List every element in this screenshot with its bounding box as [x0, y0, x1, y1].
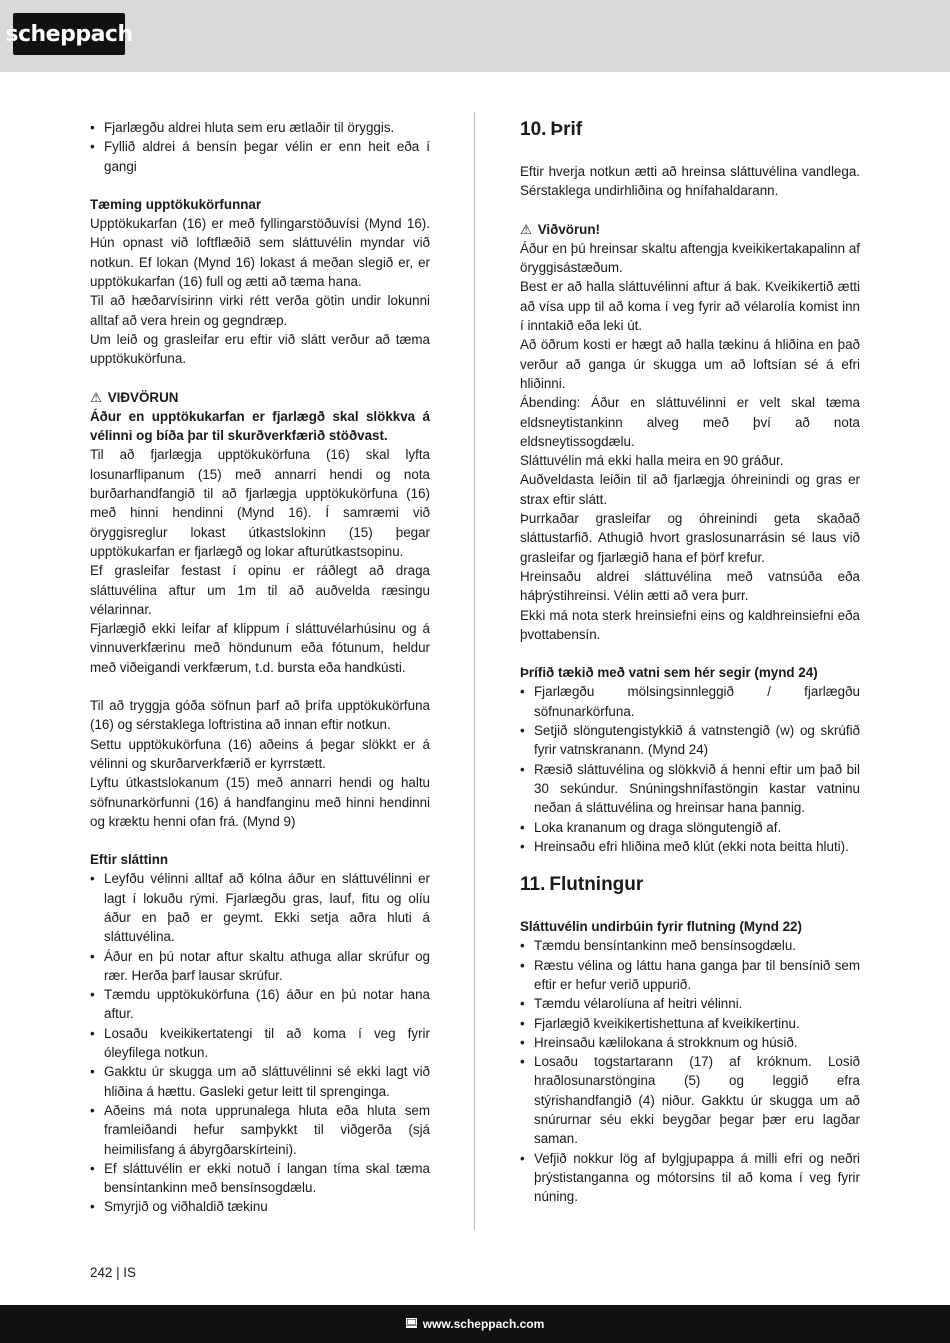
scheppach-logo: scheppach	[13, 13, 125, 55]
list-item: • Fyllið aldrei á bensín þegar vélin er enn heit eða í gangi	[90, 137, 430, 176]
list-item: • Losaðu kveikikertatengi til að koma í veg fyrir óleyfilega notkun.	[90, 1024, 430, 1063]
list-item: • Tæmdu upptökukörfuna (16) áður en þú notar hana aftur.	[90, 985, 430, 1024]
list-item: • Setjið slöngutengistykkið á vatnstengið (w) og skrúfið fyrir vatnskranann. (Mynd 24)	[520, 721, 860, 760]
warning-title: Viðvörun!	[537, 221, 600, 237]
warning-icon: ⚠	[520, 221, 533, 237]
section-10-heading	[520, 118, 860, 142]
transport-list	[520, 936, 860, 1206]
list-item: • Losaðu togstartarann (17) af króknum. Losið hraðlosunarstöngina (5) og leggið efra stýrishandfangið (4) niður. Gakktu úr skugga um að snúrurnar séu ekki beygðar þegar þær eru lagðar saman.	[520, 1052, 860, 1148]
paragraph: Hreinsaðu aldrei sláttuvélina með vatnsúða eða háþrýstihreinsi. Vélin ætti að vera þurr.	[520, 568, 860, 604]
page-header	[0, 0, 950, 72]
left-column	[90, 118, 430, 1217]
paragraph: Auðveldasta leiðin til að fjarlægja óhreinindi og gras er strax eftir slátt.	[520, 472, 860, 507]
paragraph: Ábending: Áður en sláttuvélinni er velt skal tæma eldsneytistankinn alveg með því að nota eldsneytissogdælu.	[520, 395, 860, 449]
page-footer	[0, 1305, 950, 1343]
paragraph: Eftir hverja notkun ætti að hreinsa sláttuvélina vandlega. Sérstaklega undirhliðina og hnífahaldarann.	[520, 164, 860, 199]
list-item: • Fjarlægðu aldrei hluta sem eru ætlaðir til öryggis.	[90, 118, 430, 137]
list-item: • Smyrjið og viðhaldið tækinu	[90, 1197, 430, 1216]
water-cleaning-list	[520, 682, 860, 856]
list-item: • Fjarlægið kveikikertishettuna af kveikikertinu.	[520, 1014, 860, 1033]
page-separator: |	[116, 1265, 120, 1280]
page-language: IS	[123, 1265, 136, 1280]
section-title: Flutningur	[549, 874, 644, 896]
paragraph: Þurrkaðar grasleifar og óhreinindi geta skaðað sláttustarfið. Athugið hvort graslosunarrásin sé laus við grasleifar og fjarlægið hana ef þörf krefur.	[520, 511, 860, 565]
list-item: • Fjarlægðu mölsingsinnleggið / fjarlægðu söfnunarkörfuna.	[520, 682, 860, 721]
paragraph: Til að fjarlægja upptökukörfuna (16) skal lyfta losunarflipanum (15) með annarri hendi og nota burðarhandfangið til að fjarlægja upptökukörfuna (16) með hinni hendinni (Mynd 16). Í samræmi við öryggisreglur lokast útkastslokinn (15) þegar upptökukarfan er fjarlægð og lokar afturútkastsopinu.	[90, 447, 430, 559]
paragraph: Að öðrum kosti er hægt að halla tækinu á hliðina en það verður að ganga úr skugga um að loftsían sé á efri hliðinni.	[520, 337, 860, 391]
website-link[interactable]: www.scheppach.com	[422, 1317, 545, 1331]
list-item: • Leyfðu vélinni alltaf að kólna áður en sláttuvélinni er lagt í lokuðu rými. Fjarlægðu gras, lauf, fitu og olíu áður en það er geymt. Ekki setja aðra hluti á sláttuvélina.	[90, 869, 430, 946]
list-item: • Aðeins má nota upprunalega hluta eða hluta sem framleiðandi hefur samþykkt til viðgerða (sjá heimilisfang á ábyrgðarskírteini).	[90, 1101, 430, 1159]
transport-heading: Sláttuvélin undirbúin fyrir flutning (Mynd 22)	[520, 919, 802, 935]
after-mowing-list	[90, 869, 430, 1216]
section-number: 10.	[520, 119, 547, 140]
list-item: • Áður en þú notar aftur skaltu athuga allar skrúfur og rær. Herða þarf lausar skrúfur.	[90, 947, 430, 986]
warning-title: VIÐVÖRUN	[107, 389, 179, 405]
paragraph: Til að tryggja góða söfnun þarf að þrífa upptökukörfuna (16) og sérstaklega loftristina að innan eftir notkun.	[90, 698, 430, 733]
list-item: • Hreinsaðu efri hliðina með klút (ekki nota beitta hluti).	[520, 837, 860, 856]
paragraph: Lyftu útkastslokanum (15) með annarri hendi og haltu söfnunarkörfunni (16) á handfanginu með hinni hendinni og kræktu henni ofan frá. (Mynd 9)	[90, 775, 430, 829]
paragraph: Sláttuvélin má ekki halla meira en 90 gráður.	[520, 453, 784, 469]
list-item: • Tæmdu bensíntankinn með bensínsogdælu.	[520, 936, 860, 955]
list-item: • Ef sláttuvélin er ekki notuð í langan tíma skal tæma bensíntankinn með bensínsogdælu.	[90, 1159, 430, 1198]
section-11-heading	[520, 873, 860, 897]
warning-bold-text: Áður en upptökukarfan er fjarlægð skal slökkva á vélinni og bíða þar til skurðverkfærið stöðvast.	[90, 408, 430, 444]
paragraph: Áður en þú hreinsar skaltu aftengja kveikikertakapalinn af öryggisástæðum.	[520, 240, 860, 276]
emptying-heading: Tæming upptökukörfunnar	[90, 196, 262, 212]
section-number: 11.	[520, 874, 546, 896]
list-item: • Gakktu úr skugga um að sláttuvélinni sé ekki lagt við hliðina á hættu. Gasleki getur leitt til sprenginga.	[90, 1062, 430, 1101]
page-number-value: 242	[90, 1265, 113, 1280]
after-mowing-heading: Eftir sláttinn	[90, 852, 169, 868]
section-title: Þrif	[550, 119, 583, 140]
list-item: • Loka krananum og draga slöngutengið af.	[520, 818, 860, 837]
warning-heading	[520, 220, 860, 239]
page-number	[90, 1265, 136, 1280]
warning-heading	[90, 388, 430, 407]
paragraph: Ekki má nota sterk hreinsiefni eins og kaldhreinsiefni eða þvottabensín.	[520, 607, 860, 642]
list-item: • Hreinsaðu kælilokana á strokknum og húsið.	[520, 1033, 860, 1052]
paragraph: Fjarlægið ekki leifar af klippum í sláttuvélarhúsinu og á vinnuverkfærinu með höndunum eða fótunum, heldur með viðeigandi verkfærum, t.d. bursta eða handkústi.	[90, 621, 430, 675]
list-item: • Ræsið sláttuvélina og slökkvið á henni eftir um það bil 30 sekúndur. Snúningshnífastöngin kastar vatninu neðan á sláttuvélina og hreinsar hana þannig.	[520, 760, 860, 818]
list-item: • Ræstu vélina og láttu hana ganga þar til bensínið sem eftir er hefur verið uppurið.	[520, 956, 860, 995]
paragraph: Ef grasleifar festast í opinu er ráðlegt að draga sláttuvélina aftur um 1m til að auðvelda ræsingu vélarinnar.	[90, 563, 430, 617]
paragraph: Settu upptökukörfuna (16) aðeins á þegar slökkt er á vélinni og skurðarverkfærið er kyrrstætt.	[90, 736, 430, 771]
paragraph: Best er að halla sláttuvélinni aftur á bak. Kveikikertið ætti að vísa upp til að koma í veg fyrir að vélarolía komist inn í inntakið eða leki út.	[520, 279, 860, 334]
paragraph: Um leið og grasleifar eru eftir við slátt verður að tæma upptökukörfuna.	[90, 331, 430, 367]
list-item: • Vefjið nokkur lög af bylgjupappa á milli efri og neðri þrýstistanganna og mótorsins til að koma í veg fyrir núning.	[520, 1149, 860, 1207]
paragraph: Til að hæðarvísirinn virki rétt verða götin undir lokunni alltaf að vera hrein og gegndræp.	[90, 293, 430, 328]
list-item: • Tæmdu vélarolíuna af heitri vélinni.	[520, 994, 860, 1013]
warning-icon: ⚠	[90, 389, 103, 405]
computer-icon	[406, 1317, 417, 1331]
paragraph: Upptökukarfan (16) er með fyllingarstöðuvísi (Mynd 16). Hún opnast við loftflæðið sem sláttuvélin myndar við notkun. Ef lokan (Mynd 16) lokast á meðan slegið er, er upptökukarfan (16) full og ætti að tæma hana.	[90, 216, 430, 290]
column-divider	[474, 112, 475, 1230]
right-column	[520, 118, 860, 1207]
safety-bullet-list	[90, 118, 430, 176]
water-cleaning-heading: Þrífið tækið með vatni sem hér segir (mynd 24)	[520, 665, 818, 681]
